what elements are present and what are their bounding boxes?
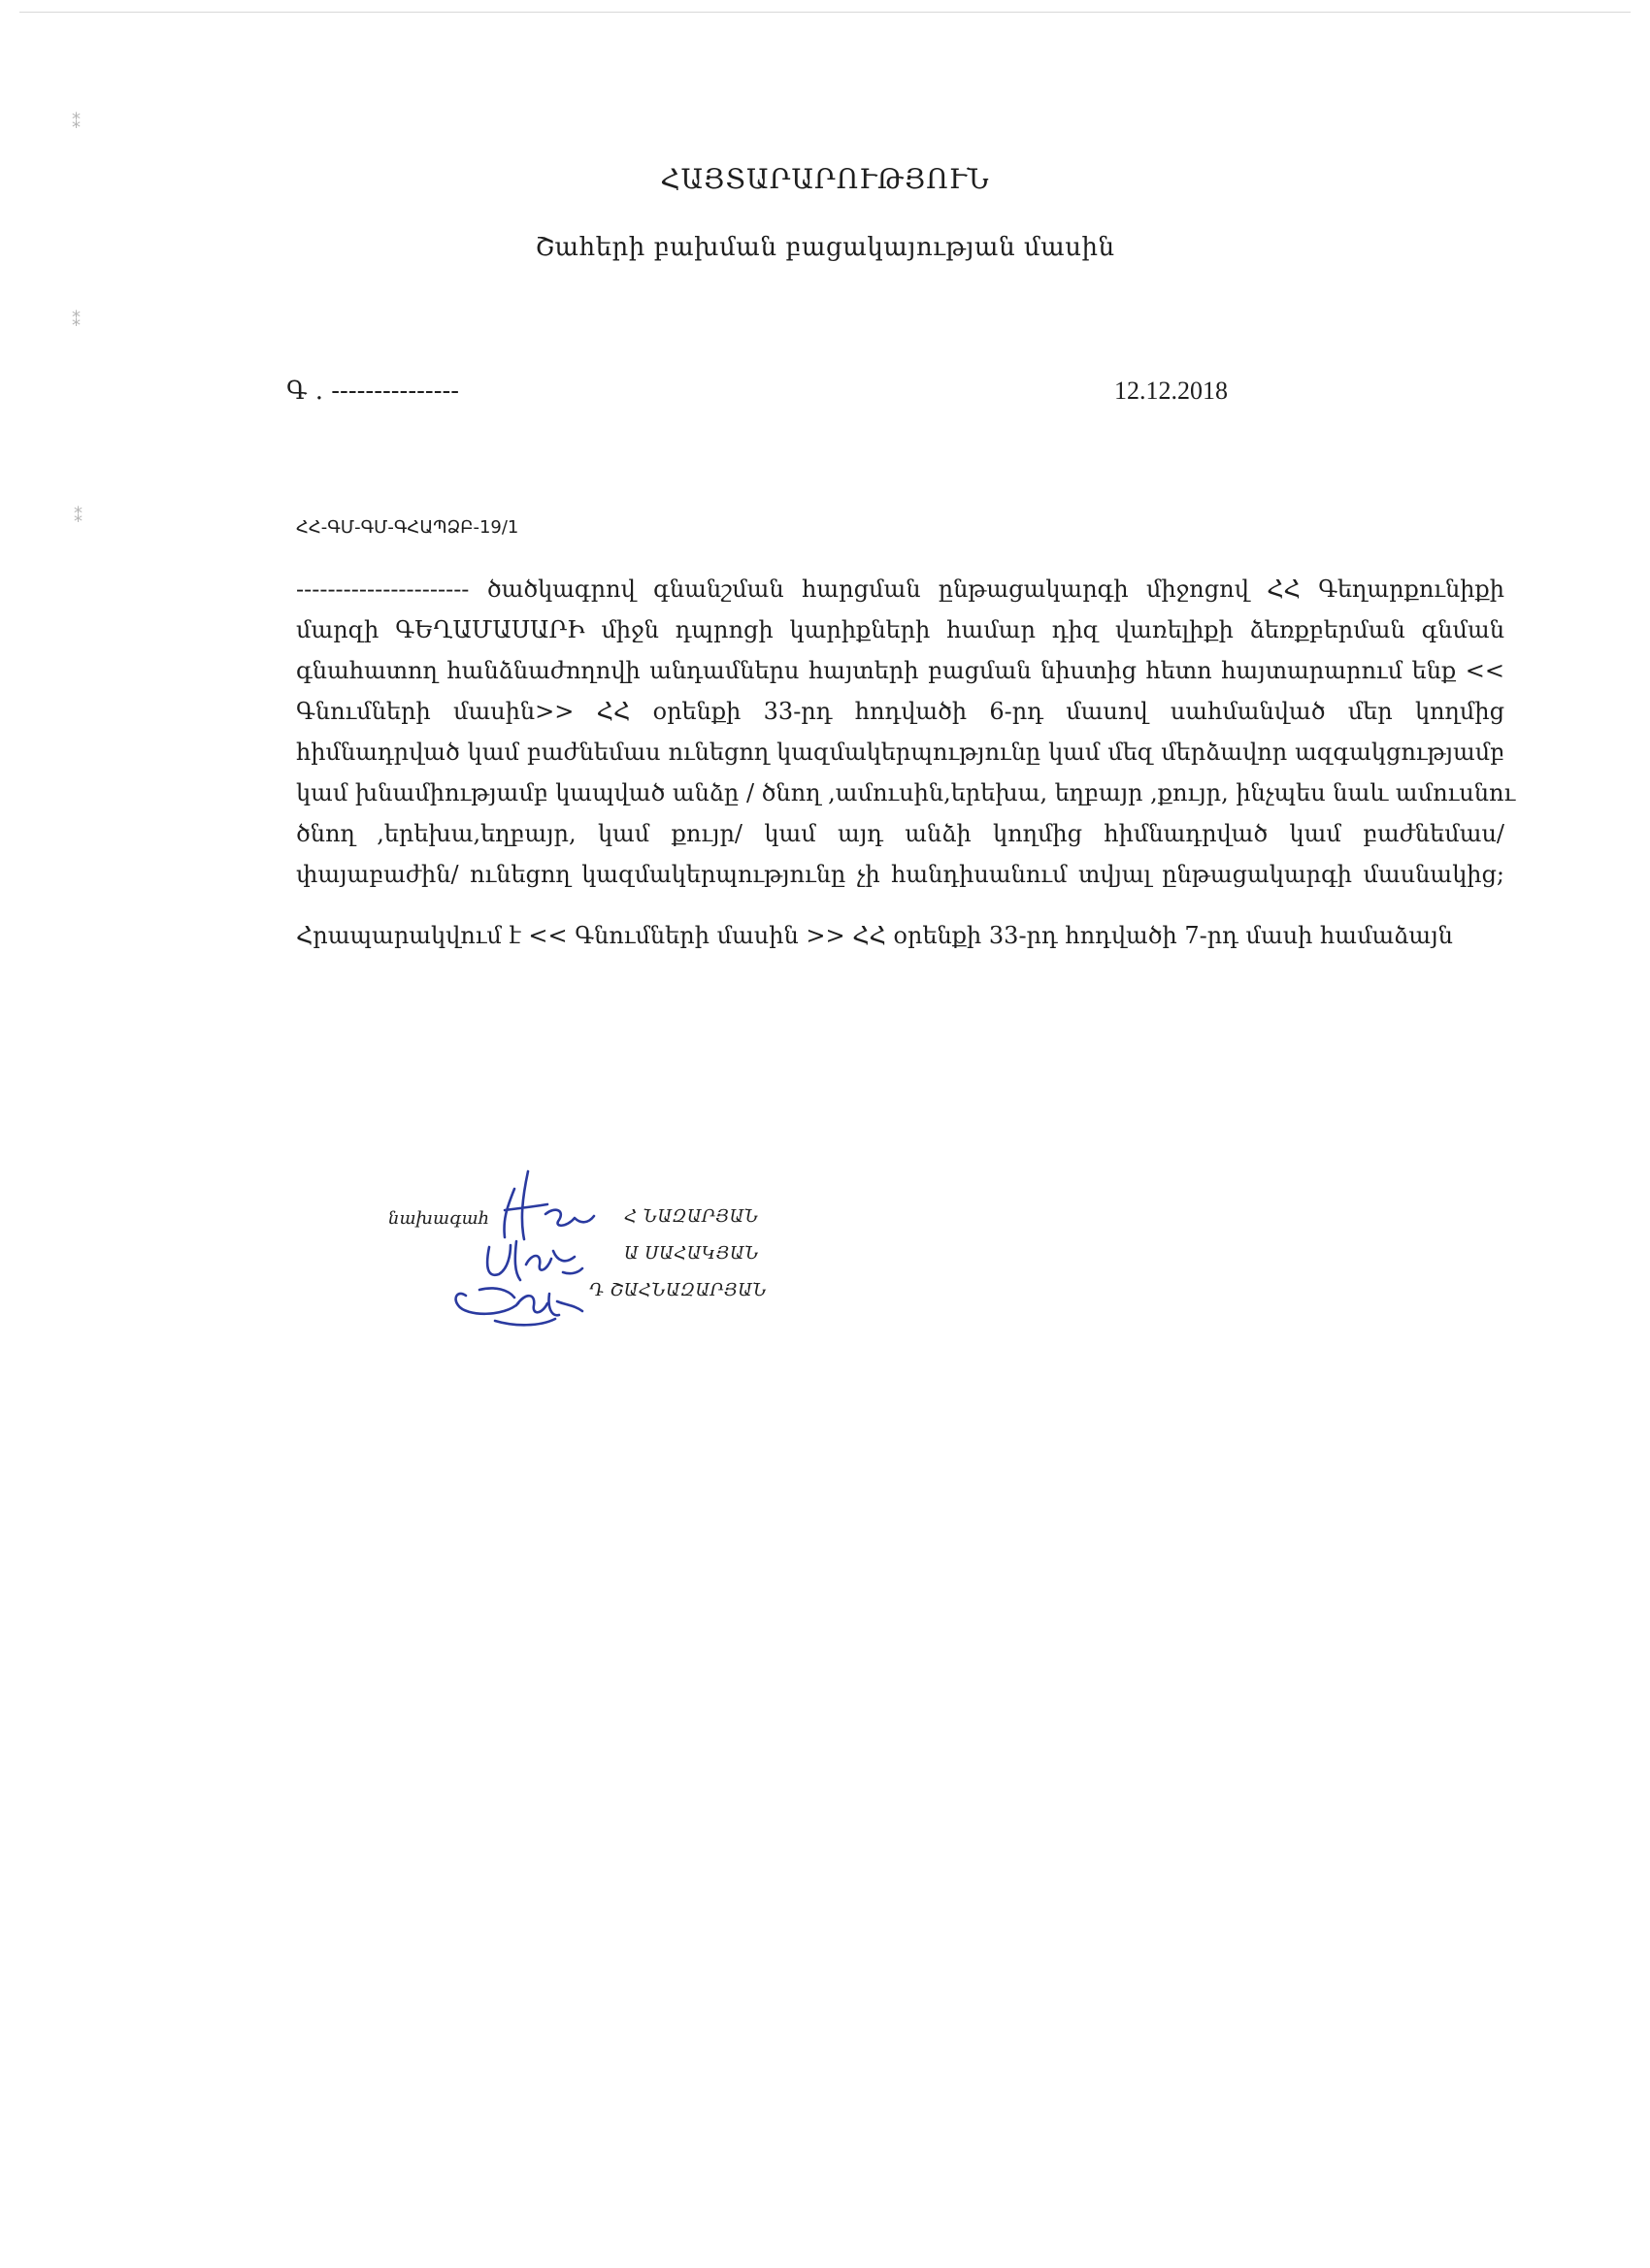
body-line: կամ խնամիությամբ կապված անձը / ծնող ,ամուսին,երեխա, եղբայր ,քույր, ինչպես նաև ամուսնու	[296, 779, 1516, 806]
document-title: ՀԱՅՏԱՐԱՐՈՒԹՅՈՒՆ	[660, 163, 990, 195]
publication-note: Հրապարակվում է << Գնումների մասին >> ՀՀ օրենքի 33-րդ հոդվածի 7-րդ մասի համաձայն	[296, 922, 1453, 949]
scan-speck: ⁑	[74, 507, 82, 527]
signatory-role: նախագահ	[388, 1208, 490, 1229]
document-date: 12.12.2018	[1114, 377, 1228, 405]
procurement-code: ՀՀ-ԳՄ-ԳՄ-ԳՀԱՊՁԲ-19/1	[296, 517, 519, 538]
declaration-body	[296, 569, 1516, 895]
body-line: գնահատող հանձնաժողովի անդամներս հայտերի բացման նիստից հետո հայտարարում ենք <<	[296, 657, 1504, 684]
scan-edge-line	[19, 12, 1631, 13]
signatory-name: Հ ՆԱԶԱՐՅԱՆ	[624, 1206, 759, 1227]
body-line: ծնող ,երեխա,եղբայր, կամ քույր/ կամ այդ անձի կողմից հիմնադրված կամ բաժնեմաս/	[296, 820, 1504, 847]
scan-speck: ⁑	[72, 311, 81, 331]
signatory-name: Դ ՇԱՀՆԱԶԱՐՅԱՆ	[589, 1280, 768, 1300]
handwritten-signatures	[446, 1160, 650, 1344]
signature-2	[487, 1241, 582, 1280]
signature-3	[456, 1288, 582, 1325]
number-prefix: Գ .	[286, 377, 323, 406]
document-subtitle: Շահերի բախման բացակայության մասին	[535, 233, 1115, 262]
body-line: փայաբաժին/ ունեցող կազմակերպությունը չի հանդիսանում տվյալ ընթացակարգի մասնակից;	[296, 861, 1504, 888]
signature-block	[388, 1160, 796, 1354]
number-blank: ---------------	[331, 377, 460, 406]
body-line: ---------------------- ծածկագրով գնանշման հարցման ընթացակարգի միջոցով ՀՀ Գեղարքունիքի	[296, 575, 1504, 603]
signatory-name: Ա ՍԱՀԱԿՅԱՆ	[624, 1243, 759, 1264]
body-line: Գնումների մասին>> ՀՀ օրենքի 33-րդ հոդվածի 6-րդ մասով սահմանված մեր կողմից	[296, 698, 1504, 725]
body-line: հիմնադրված կամ բաժնեմաս ունեցող կազմակերպությունը կամ մեզ մերձավոր ազգակցությամբ	[296, 739, 1504, 766]
document-number	[286, 377, 459, 406]
signature-1	[504, 1171, 594, 1239]
scan-speck: ⁑	[72, 113, 81, 133]
body-line: մարզի ԳԵՂԱՄԱՍԱՐԻ միջն դպրոցի կարիքների համար դիզ վառելիքի ձեռքբերման գնման	[296, 616, 1504, 643]
